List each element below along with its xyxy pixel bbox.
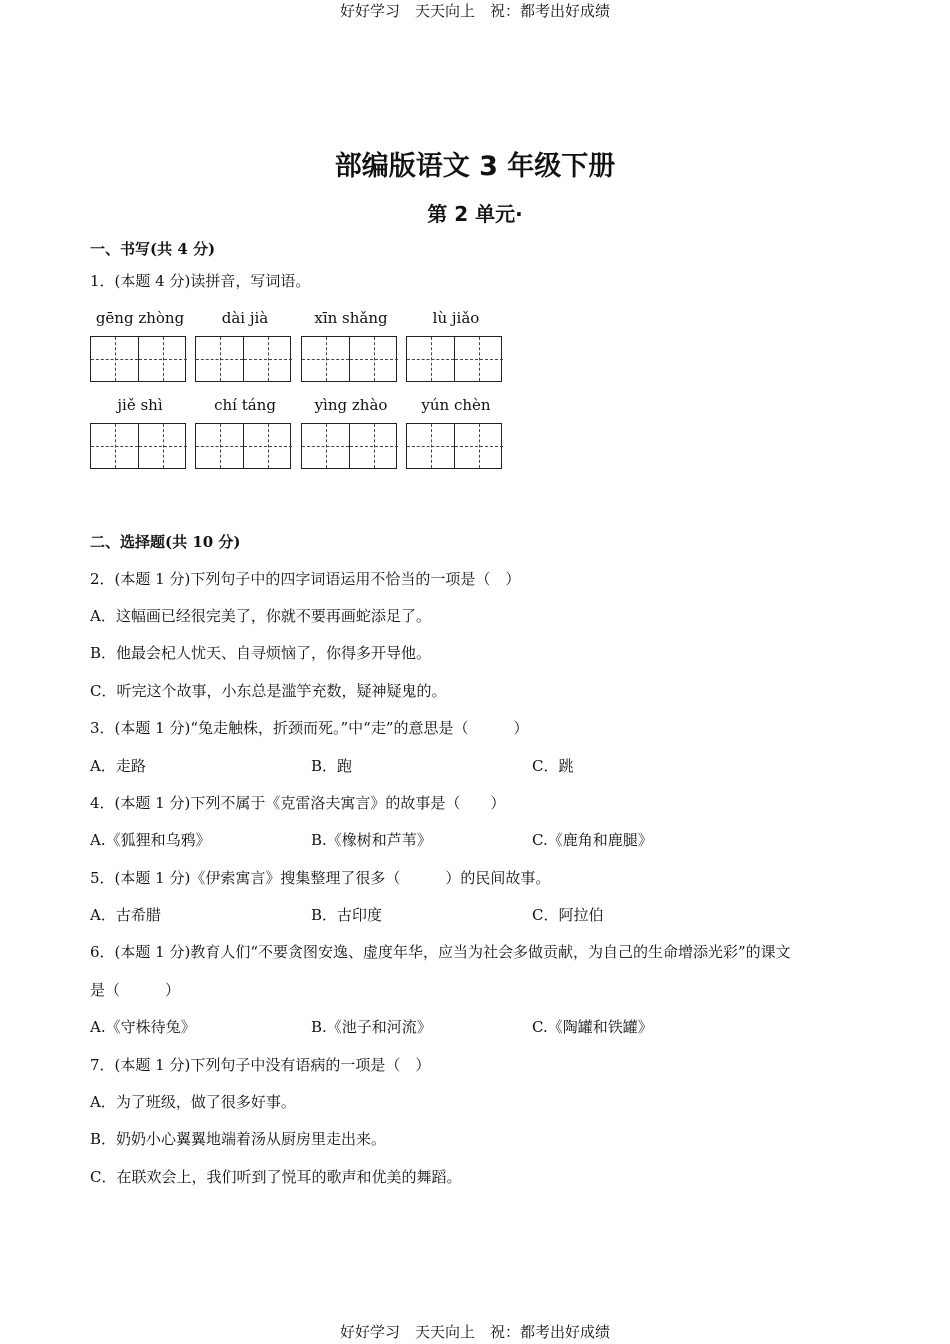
writing-grid[interactable] — [90, 423, 186, 469]
unit-subtitle: 第 2 单元· — [427, 202, 523, 226]
pinyin-label: dài jià — [221, 309, 269, 327]
pinyin-label: jiě shì — [117, 396, 163, 414]
pinyin-label: chí táng — [214, 396, 276, 414]
question-6-option-a[interactable]: A.《守株待兔》 — [90, 1018, 196, 1036]
question-2-option-c[interactable]: C．听完这个故事，小东总是滥竽充数，疑神疑鬼的。 — [90, 682, 447, 700]
question-5-option-b[interactable]: B．古印度 — [311, 906, 383, 924]
question-4-option-c[interactable]: C.《鹿角和鹿腿》 — [532, 831, 653, 849]
question-7-option-a[interactable]: A．为了班级，做了很多好事。 — [90, 1093, 296, 1111]
question-6-stem-continued: 是（ ） — [90, 981, 181, 999]
question-2-stem: 2．(本题 1 分)下列句子中的四字词语运用不恰当的一项是（ ） — [90, 570, 521, 588]
writing-grid[interactable] — [90, 336, 186, 382]
writing-grid[interactable] — [301, 423, 397, 469]
writing-grid[interactable] — [406, 423, 502, 469]
question-7-stem: 7．(本题 1 分)下列句子中没有语病的一项是（ ） — [90, 1056, 431, 1074]
pinyin-label: lù jiǎo — [432, 309, 480, 327]
question-6-stem: 6．(本题 1 分)教育人们“不要贪图安逸、虚度年华，应当为社会多做贡献，为自己的生命增添光彩”的课文 — [90, 943, 791, 961]
writing-grid[interactable] — [301, 336, 397, 382]
section-heading-writing: 一、书写(共 4 分) — [90, 240, 216, 258]
question-7-option-b[interactable]: B．奶奶小心翼翼地端着汤从厨房里走出来。 — [90, 1130, 387, 1148]
question-4-stem: 4．(本题 1 分)下列不属于《克雷洛夫寓言》的故事是（ ） — [90, 794, 506, 812]
page-title: 部编版语文 3 年级下册 — [334, 151, 616, 182]
question-2-option-b[interactable]: B．他最会杞人忧天、自寻烦恼了，你得多开导他。 — [90, 644, 432, 662]
question-6-option-b[interactable]: B.《池子和河流》 — [311, 1018, 432, 1036]
question-3-option-c[interactable]: C．跳 — [532, 757, 574, 775]
page-footer: 好好学习 天天向上 祝：都考出好成绩 — [339, 1323, 610, 1341]
question-3-option-a[interactable]: A．走路 — [90, 757, 146, 775]
writing-grid[interactable] — [406, 336, 502, 382]
pinyin-label: xīn shǎng — [314, 309, 388, 327]
pinyin-label: yìng zhào — [314, 396, 388, 414]
question-4-option-a[interactable]: A.《狐狸和乌鸦》 — [90, 831, 211, 849]
pinyin-label: gēng zhòng — [95, 309, 185, 327]
writing-grid[interactable] — [195, 423, 291, 469]
section-heading-choice: 二、选择题(共 10 分) — [90, 533, 241, 551]
page-header: 好好学习 天天向上 祝：都考出好成绩 — [339, 2, 610, 20]
writing-grid[interactable] — [195, 336, 291, 382]
pinyin-label: yún chèn — [421, 396, 491, 414]
question-6-option-c[interactable]: C.《陶罐和铁罐》 — [532, 1018, 653, 1036]
question-2-option-a[interactable]: A．这幅画已经很完美了，你就不要再画蛇添足了。 — [90, 607, 431, 625]
question-7-option-c[interactable]: C．在联欢会上，我们听到了悦耳的歌声和优美的舞蹈。 — [90, 1168, 462, 1186]
question-1-stem: 1．(本题 4 分)读拼音，写词语。 — [90, 272, 311, 290]
question-4-option-b[interactable]: B.《橡树和芦苇》 — [311, 831, 432, 849]
question-3-stem: 3．(本题 1 分)“兔走触株，折颈而死。”中“走”的意思是（ ） — [90, 719, 529, 737]
question-5-option-a[interactable]: A．古希腊 — [90, 906, 161, 924]
question-5-stem: 5．(本题 1 分)《伊索寓言》搜集整理了很多（ ）的民间故事。 — [90, 869, 551, 887]
question-5-option-c[interactable]: C．阿拉伯 — [532, 906, 604, 924]
question-3-option-b[interactable]: B．跑 — [311, 757, 353, 775]
